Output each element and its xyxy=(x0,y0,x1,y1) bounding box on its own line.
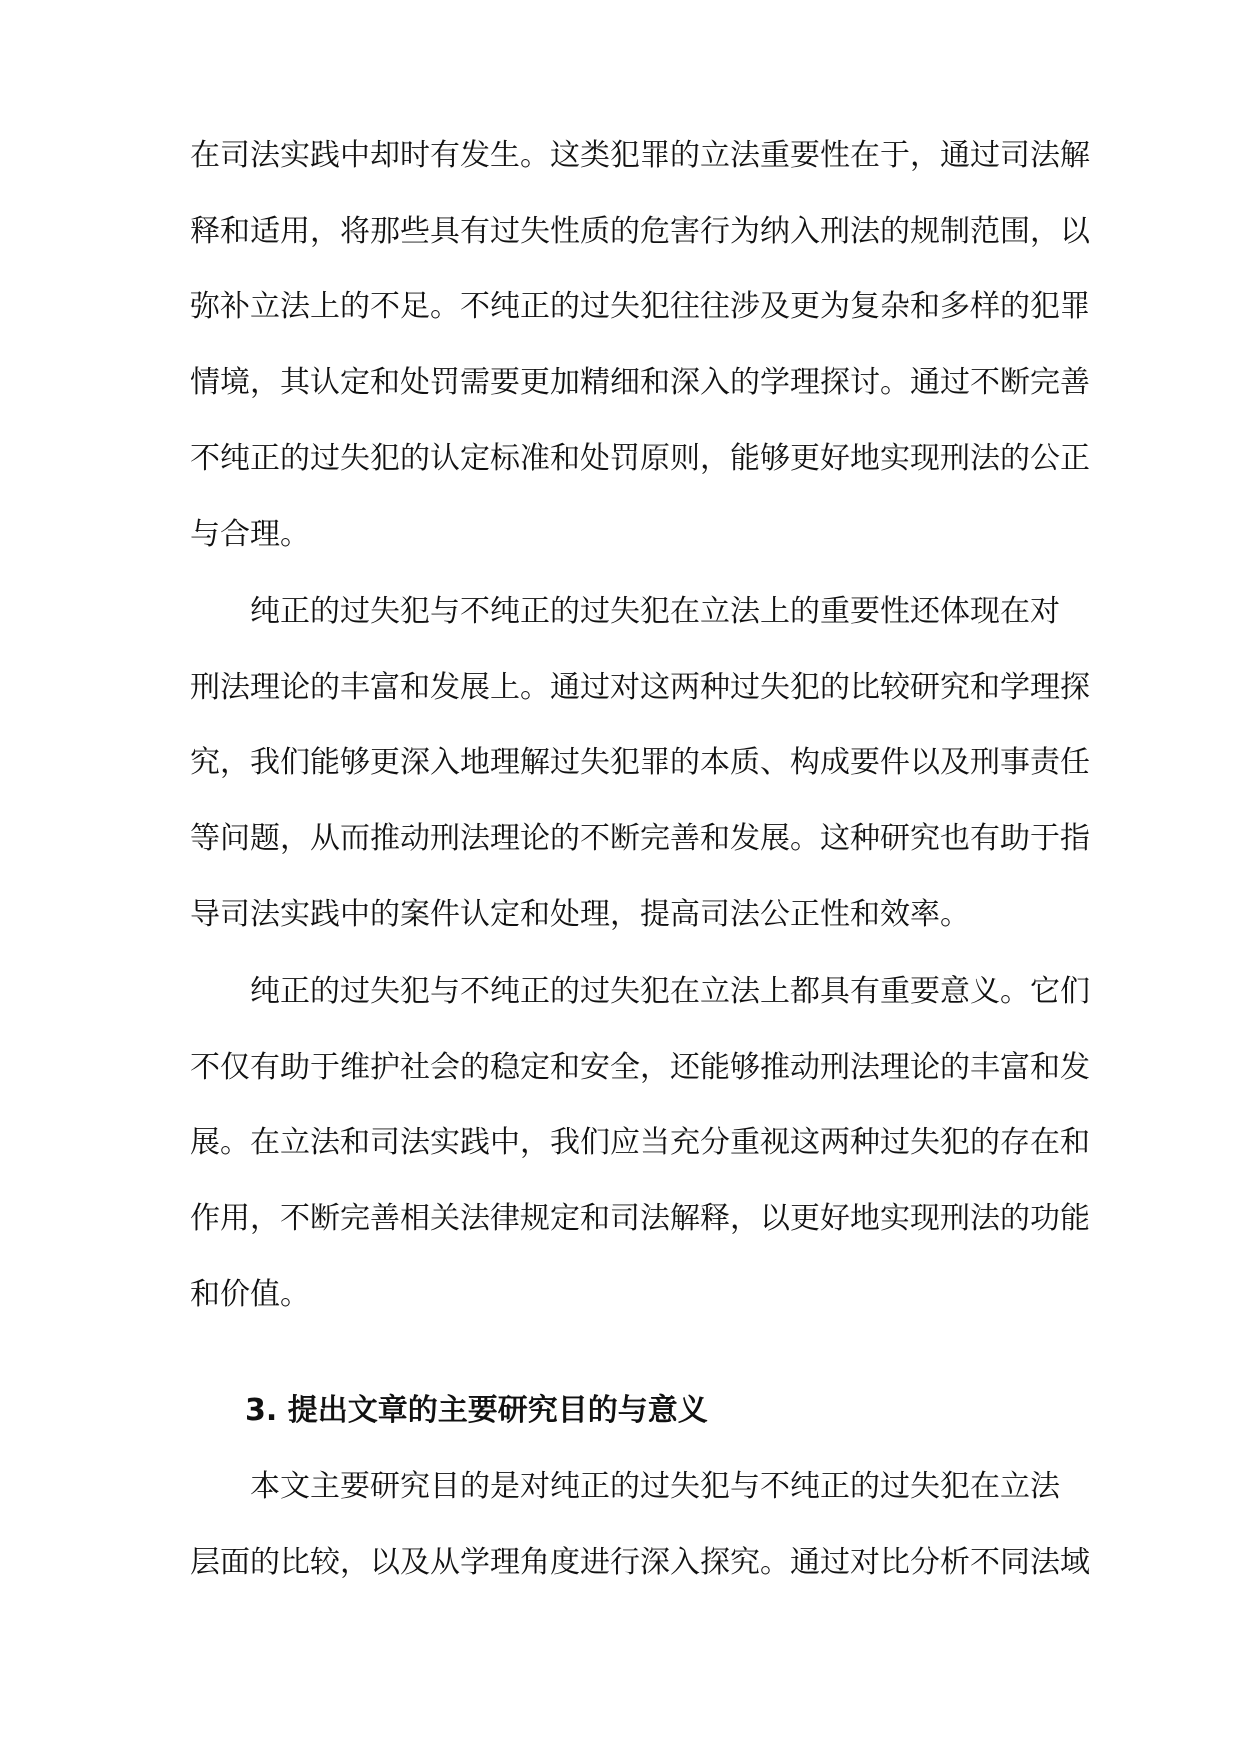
paragraph-line: 与合理。 xyxy=(190,517,310,552)
paragraph-line: 弥补立法上的不足。不纯正的过失犯往往涉及更为复杂和多样的犯罪 xyxy=(190,289,1090,324)
paragraph-line: 等问题，从而推动刑法理论的不断完善和发展。这种研究也有助于指 xyxy=(190,821,1090,856)
paragraph-line: 情境，其认定和处罚需要更加精细和深入的学理探讨。通过不断完善 xyxy=(190,365,1090,400)
paragraph-line: 纯正的过失犯与不纯正的过失犯在立法上都具有重要意义。它们 xyxy=(250,974,1090,1009)
paragraph-line: 不纯正的过失犯的认定标准和处罚原则，能够更好地实现刑法的公正 xyxy=(190,441,1090,476)
paragraph-line: 展。在立法和司法实践中，我们应当充分重视这两种过失犯的存在和 xyxy=(190,1125,1090,1160)
paragraph-line: 在司法实践中却时有发生。这类犯罪的立法重要性在于，通过司法解 xyxy=(190,138,1090,173)
paragraph-line: 释和适用，将那些具有过失性质的危害行为纳入刑法的规制范围，以 xyxy=(190,214,1090,249)
paragraph-line: 究，我们能够更深入地理解过失犯罪的本质、构成要件以及刑事责任 xyxy=(190,745,1090,780)
paragraph-line: 本文主要研究目的是对纯正的过失犯与不纯正的过失犯在立法 xyxy=(250,1469,1060,1504)
paragraph-line: 和价值。 xyxy=(190,1277,310,1312)
paragraph-line: 导司法实践中的案件认定和处理，提高司法公正性和效率。 xyxy=(190,897,970,932)
paragraph-line: 不仅有助于维护社会的稳定和安全，还能够推动刑法理论的丰富和发 xyxy=(190,1050,1090,1085)
paragraph-line: 纯正的过失犯与不纯正的过失犯在立法上的重要性还体现在对 xyxy=(250,594,1060,629)
section-heading: 3. 提出文章的主要研究目的与意义 xyxy=(245,1393,708,1428)
paragraph-line: 作用，不断完善相关法律规定和司法解释，以更好地实现刑法的功能 xyxy=(190,1201,1090,1236)
paragraph-line: 刑法理论的丰富和发展上。通过对这两种过失犯的比较研究和学理探 xyxy=(190,670,1090,705)
paragraph-line: 层面的比较，以及从学理角度进行深入探究。通过对比分析不同法域 xyxy=(190,1545,1090,1580)
